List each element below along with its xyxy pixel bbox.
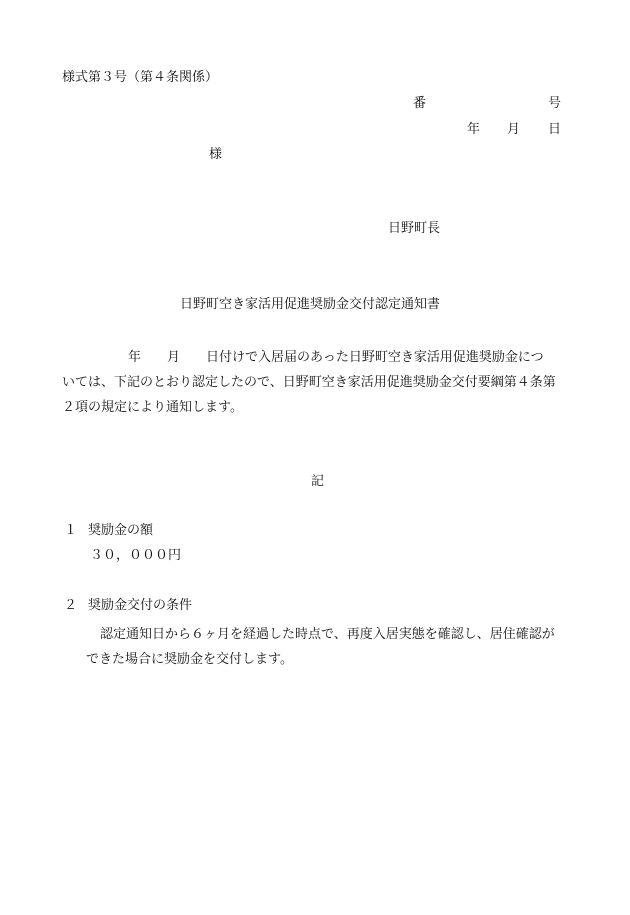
document-number-suffix: 号: [548, 96, 562, 111]
body-line-3: ２項の規定により通知します。: [62, 400, 243, 415]
item-1-amount: ３０，０００円: [90, 548, 182, 563]
item-2-number: ２: [64, 598, 78, 613]
item-2-line-2: できた場合に奨励金を交付します。: [86, 652, 293, 667]
item-1-number: １: [64, 523, 78, 538]
form-number: 様式第３号（第４条関係）: [62, 70, 219, 85]
document-number-label: 番: [413, 96, 427, 111]
body-line-1-text: 日付けで入居届のあった日野町空き家活用促進奨励金につ: [206, 350, 544, 365]
date-day-label: 日: [548, 122, 562, 137]
item-2-line-1: 認定通知日から６ヶ月を経過した時点で、再度入居実態を確認し、居住確認が: [100, 627, 555, 642]
body-month-label: 月: [167, 350, 181, 365]
date-month-label: 月: [507, 122, 521, 137]
document-title: 日野町空き家活用促進奨励金交付認定通知書: [180, 297, 441, 312]
body-line-1: [62, 345, 582, 370]
recipient-honorific: 様: [209, 147, 223, 162]
ki-heading: 記: [311, 474, 325, 489]
body-paragraph: [62, 345, 582, 420]
body-line-2: いては、下記のとおり認定したので、日野町空き家活用促進奨励金交付要綱第４条第: [62, 375, 556, 390]
date-year-label: 年: [467, 122, 481, 137]
item-2-conditions: [86, 622, 586, 672]
body-year-label: 年: [128, 350, 142, 365]
item-1-heading: 奨励金の額: [88, 523, 154, 538]
sender-name: 日野町長: [388, 221, 441, 236]
item-2-heading: 奨励金交付の条件: [88, 598, 193, 613]
